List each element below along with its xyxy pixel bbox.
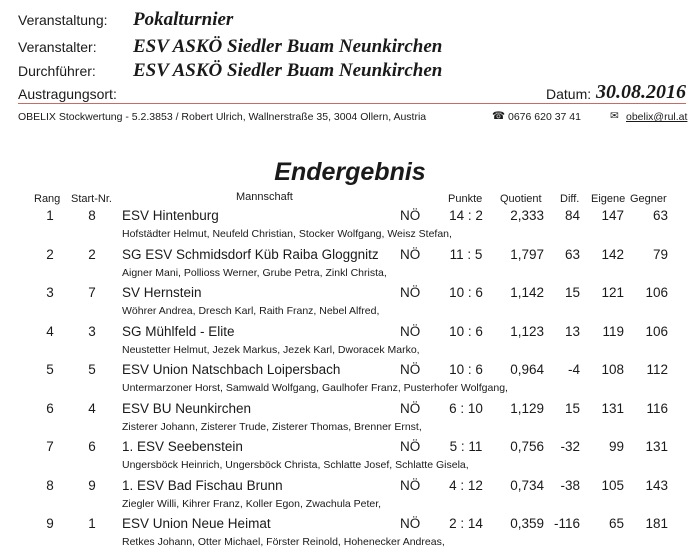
opponent-cell: 112	[646, 362, 668, 377]
header-divider	[18, 103, 686, 104]
members-cell: Neustetter Helmut, Jezek Markus, Jezek Karl, Dworacek Marko,	[122, 343, 420, 356]
team-cell: ESV Union Neue Heimat	[122, 516, 271, 531]
start-cell: 4	[88, 400, 96, 416]
team-cell: SV Hernstein	[122, 285, 202, 300]
start-cell: 9	[88, 477, 96, 493]
rang-cell: 5	[46, 362, 54, 377]
opponent-cell: 131	[645, 439, 668, 454]
table-row	[0, 324, 700, 362]
quotient-cell: 1,142	[510, 285, 544, 300]
rang-cell: 7	[46, 439, 54, 454]
points-cell: 4 : 12	[449, 477, 483, 493]
start-cell: 2	[88, 246, 96, 262]
software-info: OBELIX Stockwertung - 5.2.3853 / Robert Ulrich, Wallnerstraße 35, 3004 Ollern, Austria	[18, 111, 427, 123]
diff-cell: 15	[564, 285, 580, 300]
quotient-cell: 1,797	[510, 246, 544, 262]
points-cell: 6 : 10	[449, 400, 483, 416]
table-row	[0, 401, 700, 439]
quotient-cell: 0,964	[510, 362, 544, 377]
rang-cell: 2	[46, 246, 54, 262]
table-row	[0, 208, 700, 246]
quotient-cell: 1,129	[510, 400, 544, 416]
col-diff: Diff.	[560, 193, 580, 205]
team-cell: SG Mühlfeld - Elite	[122, 323, 235, 339]
quotient-cell: 2,333	[510, 208, 544, 223]
state-cell: NÖ	[400, 439, 421, 454]
opponent-cell: 79	[652, 246, 668, 262]
page-title: Endergebnis	[274, 158, 426, 186]
diff-cell: 84	[564, 208, 580, 223]
own-cell: 121	[601, 285, 624, 300]
veranstaltung-value: Pokalturnier	[133, 9, 234, 30]
phone-number: 0676 620 37 41	[508, 111, 581, 123]
members-cell: Untermarzoner Horst, Samwald Wolfgang, Gaulhofer Franz, Pusterhofer Wolfgang,	[122, 382, 508, 394]
quotient-cell: 0,756	[510, 439, 544, 454]
table-row	[0, 516, 700, 554]
rang-cell: 9	[46, 516, 54, 531]
opponent-cell: 63	[652, 208, 668, 223]
rang-cell: 6	[46, 400, 54, 416]
own-cell: 65	[608, 516, 624, 531]
rang-cell: 4	[46, 323, 54, 339]
opponent-cell: 181	[645, 516, 668, 531]
members-cell: Ziegler Willi, Kihrer Franz, Koller Egon, Zwachula Peter,	[122, 497, 382, 510]
diff-cell: 13	[564, 323, 580, 339]
phone-icon: ☎	[492, 110, 506, 122]
col-gegner: Gegner	[630, 193, 667, 205]
rang-cell: 1	[46, 208, 54, 223]
state-cell: NÖ	[400, 362, 421, 377]
own-cell: 99	[608, 439, 624, 454]
state-cell: NÖ	[400, 516, 421, 531]
own-cell: 131	[601, 400, 624, 416]
team-cell: ESV Hintenburg	[122, 208, 219, 223]
opponent-cell: 106	[645, 323, 668, 339]
own-cell: 105	[601, 477, 624, 493]
members-cell: Retkes Johann, Otter Michael, Förster Reinold, Hohenecker Andreas,	[122, 536, 445, 548]
members-cell: Aigner Mani, Pollioss Werner, Grube Petra, Zinkl Christa,	[122, 266, 387, 279]
start-cell: 1	[88, 516, 96, 531]
diff-cell: 15	[564, 400, 580, 416]
diff-cell: -116	[553, 516, 580, 531]
diff-cell: -38	[560, 477, 580, 493]
members-cell: Zisterer Johann, Zisterer Trude, Zisterer Thomas, Brenner Ernst,	[122, 420, 422, 433]
opponent-cell: 106	[645, 285, 668, 300]
state-cell: NÖ	[400, 208, 421, 223]
table-row	[0, 247, 700, 285]
state-cell: NÖ	[400, 323, 421, 339]
own-cell: 147	[601, 208, 624, 223]
rang-cell: 3	[46, 285, 54, 300]
opponent-cell: 116	[646, 400, 668, 416]
team-cell: 1. ESV Seebenstein	[122, 439, 243, 454]
email-link[interactable]: obelix@rul.at	[626, 111, 688, 123]
col-start: Start-Nr.	[71, 193, 112, 205]
own-cell: 142	[601, 246, 624, 262]
points-cell: 2 : 14	[449, 516, 483, 531]
col-rang: Rang	[34, 193, 61, 205]
diff-cell: 63	[564, 246, 580, 262]
veranstalter-value: ESV ASKÖ Siedler Buam Neunkirchen	[133, 36, 443, 57]
start-cell: 6	[88, 439, 96, 454]
col-eigene: Eigene	[591, 193, 626, 205]
durchfuehrer-label: Durchführer:	[18, 63, 96, 79]
state-cell: NÖ	[400, 400, 421, 416]
col-mannschaft: Mannschaft	[236, 191, 293, 203]
start-cell: 5	[88, 362, 96, 377]
own-cell: 108	[601, 362, 624, 377]
own-cell: 119	[602, 323, 624, 339]
points-cell: 10 : 6	[449, 285, 483, 300]
rang-cell: 8	[46, 477, 54, 493]
envelope-icon: ✉	[610, 110, 619, 122]
quotient-cell: 0,359	[510, 516, 544, 531]
diff-cell: -4	[567, 362, 580, 377]
veranstalter-label: Veranstalter:	[18, 39, 97, 55]
state-cell: NÖ	[400, 246, 421, 262]
points-cell: 10 : 6	[449, 362, 483, 377]
state-cell: NÖ	[400, 477, 421, 493]
state-cell: NÖ	[400, 285, 421, 300]
team-cell: 1. ESV Bad Fischau Brunn	[122, 477, 283, 493]
table-row	[0, 439, 700, 477]
austragungsort-label: Austragungsort:	[18, 86, 117, 102]
points-cell: 14 : 2	[449, 208, 483, 223]
durchfuehrer-value: ESV ASKÖ Siedler Buam Neunkirchen	[133, 60, 443, 81]
points-cell: 10 : 6	[449, 323, 483, 339]
col-punkte: Punkte	[448, 193, 483, 205]
members-cell: Ungersböck Heinrich, Ungersböck Christa, Schlatte Josef, Schlatte Gisela,	[122, 459, 469, 471]
datum-value: 30.08.2016	[596, 81, 686, 103]
members-cell: Wöhrer Andrea, Dresch Karl, Raith Franz, Nebel Alfred,	[122, 305, 380, 317]
opponent-cell: 143	[645, 477, 668, 493]
diff-cell: -32	[560, 439, 580, 454]
veranstaltung-label: Veranstaltung:	[18, 12, 108, 28]
quotient-cell: 1,123	[510, 323, 544, 339]
table-row	[0, 478, 700, 516]
points-cell: 5 : 11	[449, 439, 483, 454]
quotient-cell: 0,734	[510, 477, 544, 493]
team-cell: SG ESV Schmidsdorf Küb Raiba Gloggnitz	[122, 246, 379, 262]
team-cell: ESV Union Natschbach Loipersbach	[122, 362, 341, 377]
start-cell: 8	[88, 208, 96, 223]
points-cell: 11 : 5	[449, 246, 483, 262]
col-quotient: Quotient	[500, 193, 542, 205]
members-cell: Hofstädter Helmut, Neufeld Christian, Stocker Wolfgang, Weisz Stefan,	[122, 228, 452, 240]
team-cell: ESV BU Neunkirchen	[122, 400, 252, 416]
start-cell: 3	[88, 323, 96, 339]
table-row	[0, 362, 700, 400]
datum-label: Datum:	[546, 86, 592, 102]
start-cell: 7	[88, 285, 96, 300]
table-row	[0, 285, 700, 323]
